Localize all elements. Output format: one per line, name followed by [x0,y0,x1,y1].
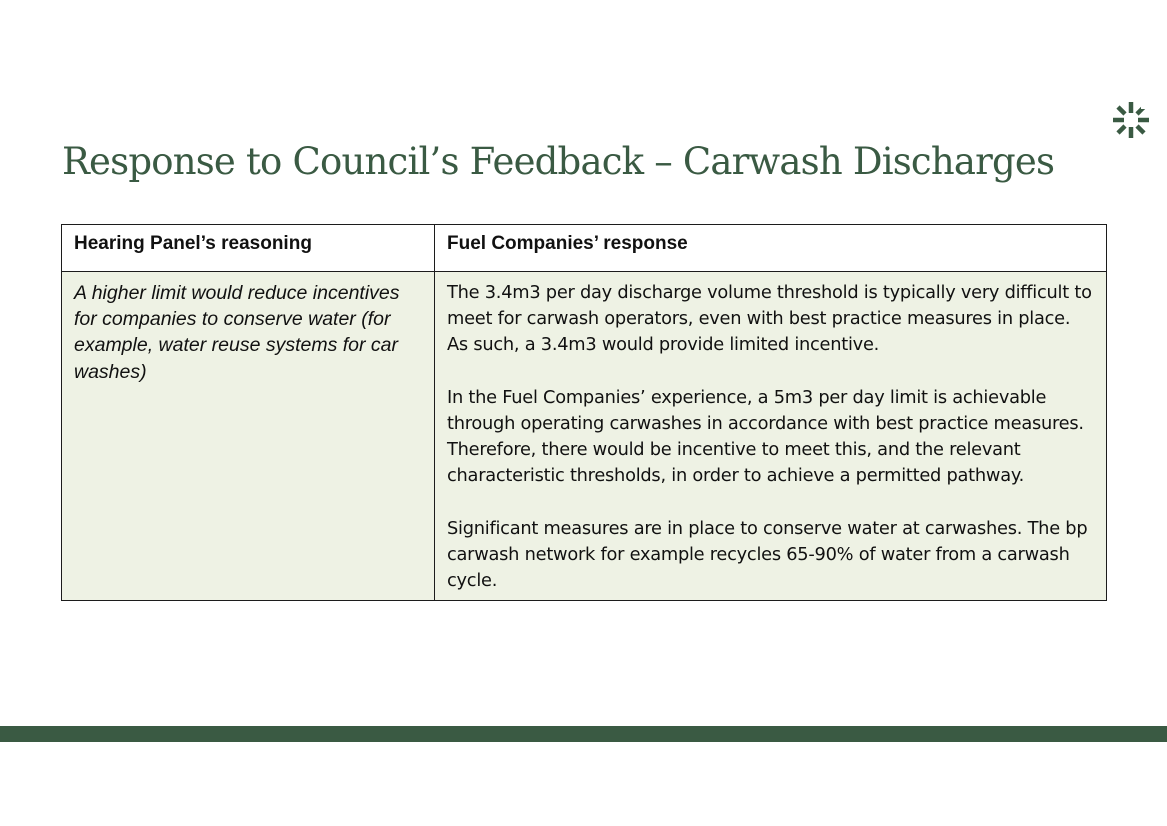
response-table [61,224,1107,601]
header-fuel-companies-response: Fuel Companies’ response [435,225,1107,272]
page-title: Response to Council’s Feedback – Carwash Discharges [62,140,1055,183]
response-paragraph: In the Fuel Companies’ experience, a 5m3 per day limit is achievable through operating carwashes in accordance with best practice measures. Therefore, there would be incentive to meet this, and the relevant characteristic thresholds, in order to achieve a permitted pathway. [447,386,1084,487]
footer-bar [0,726,1167,742]
starburst-logo-icon [1111,100,1151,140]
response-paragraph: Significant measures are in place to conserve water at carwashes. The bp carwash network for example recycles 65-90% of water from a carwash cycle. [447,517,1088,592]
reasoning-text: A higher limit would reduce incentives for companies to conserve water (for example, water reuse systems for car washes) [74,282,400,383]
table-header-row [62,225,1107,272]
reasoning-cell [62,272,435,601]
header-hearing-panel-reasoning: Hearing Panel’s reasoning [62,225,435,272]
response-paragraph: The 3.4m3 per day discharge volume threshold is typically very difficult to meet for carwash operators, even with best practice measures in place. As such, a 3.4m3 would provide limited incentive. [447,282,1092,356]
table-row [62,272,1107,601]
response-cell [435,272,1107,601]
